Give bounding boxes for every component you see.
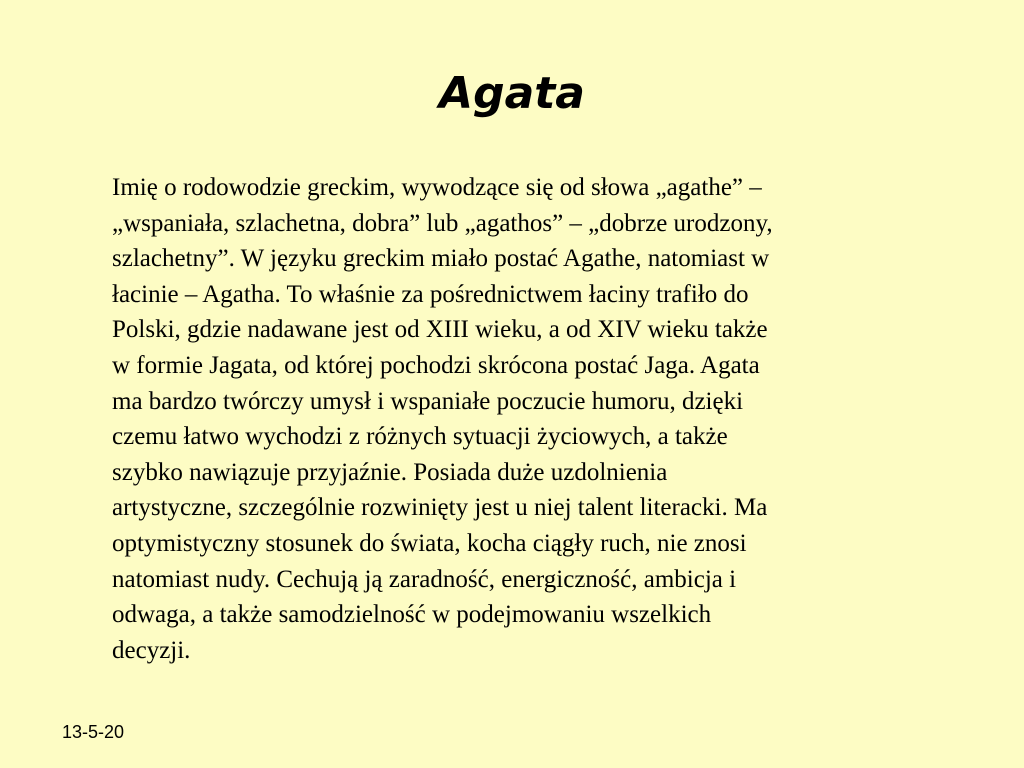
body-line: w formie Jagata, od której pochodzi skrócona postać Jaga. Agata [112,351,760,379]
body-line: Polski, gdzie nadawane jest od XIII wieku, a od XIV wieku także [112,316,768,344]
body-line: odwaga, a także samodzielność w podejmowaniu wszelkich [112,601,712,629]
body-line: czemu łatwo wychodzi z różnych sytuacji życiowych, a także [112,423,728,451]
body-line: łacinie – Agatha. To właśnie za pośrednictwem łaciny trafiło do [112,280,749,308]
body-line: decyzji. [112,636,191,664]
body-line: artystyczne, szczególnie rozwinięty jest u niej talent literacki. Ma [112,494,768,522]
slide-body-text [112,170,942,668]
body-line: szybko nawiązuje przyjaźnie. Posiada duże uzdolnienia [112,458,668,486]
body-line: natomiast nudy. Cechują ją zaradność, energiczność, ambicja i [112,565,737,593]
body-line: ma bardzo twórczy umysł i wspaniałe poczucie humoru, dzięki [112,387,744,415]
body-line: „wspaniała, szlachetna, dobra” lub „agathos” – „dobrze urodzony, [112,209,773,237]
body-line: optymistyczny stosunek do świata, kocha ciągły ruch, nie znosi [112,529,747,557]
body-line: Imię o rodowodzie greckim, wywodzące się od słowa „agathe” – [112,174,762,201]
slide-title: Agata [439,68,585,119]
body-line: szlachetny”. W języku greckim miało postać Agathe, natomiast w [112,245,770,273]
slide-date: 13-5-20 [62,722,125,742]
